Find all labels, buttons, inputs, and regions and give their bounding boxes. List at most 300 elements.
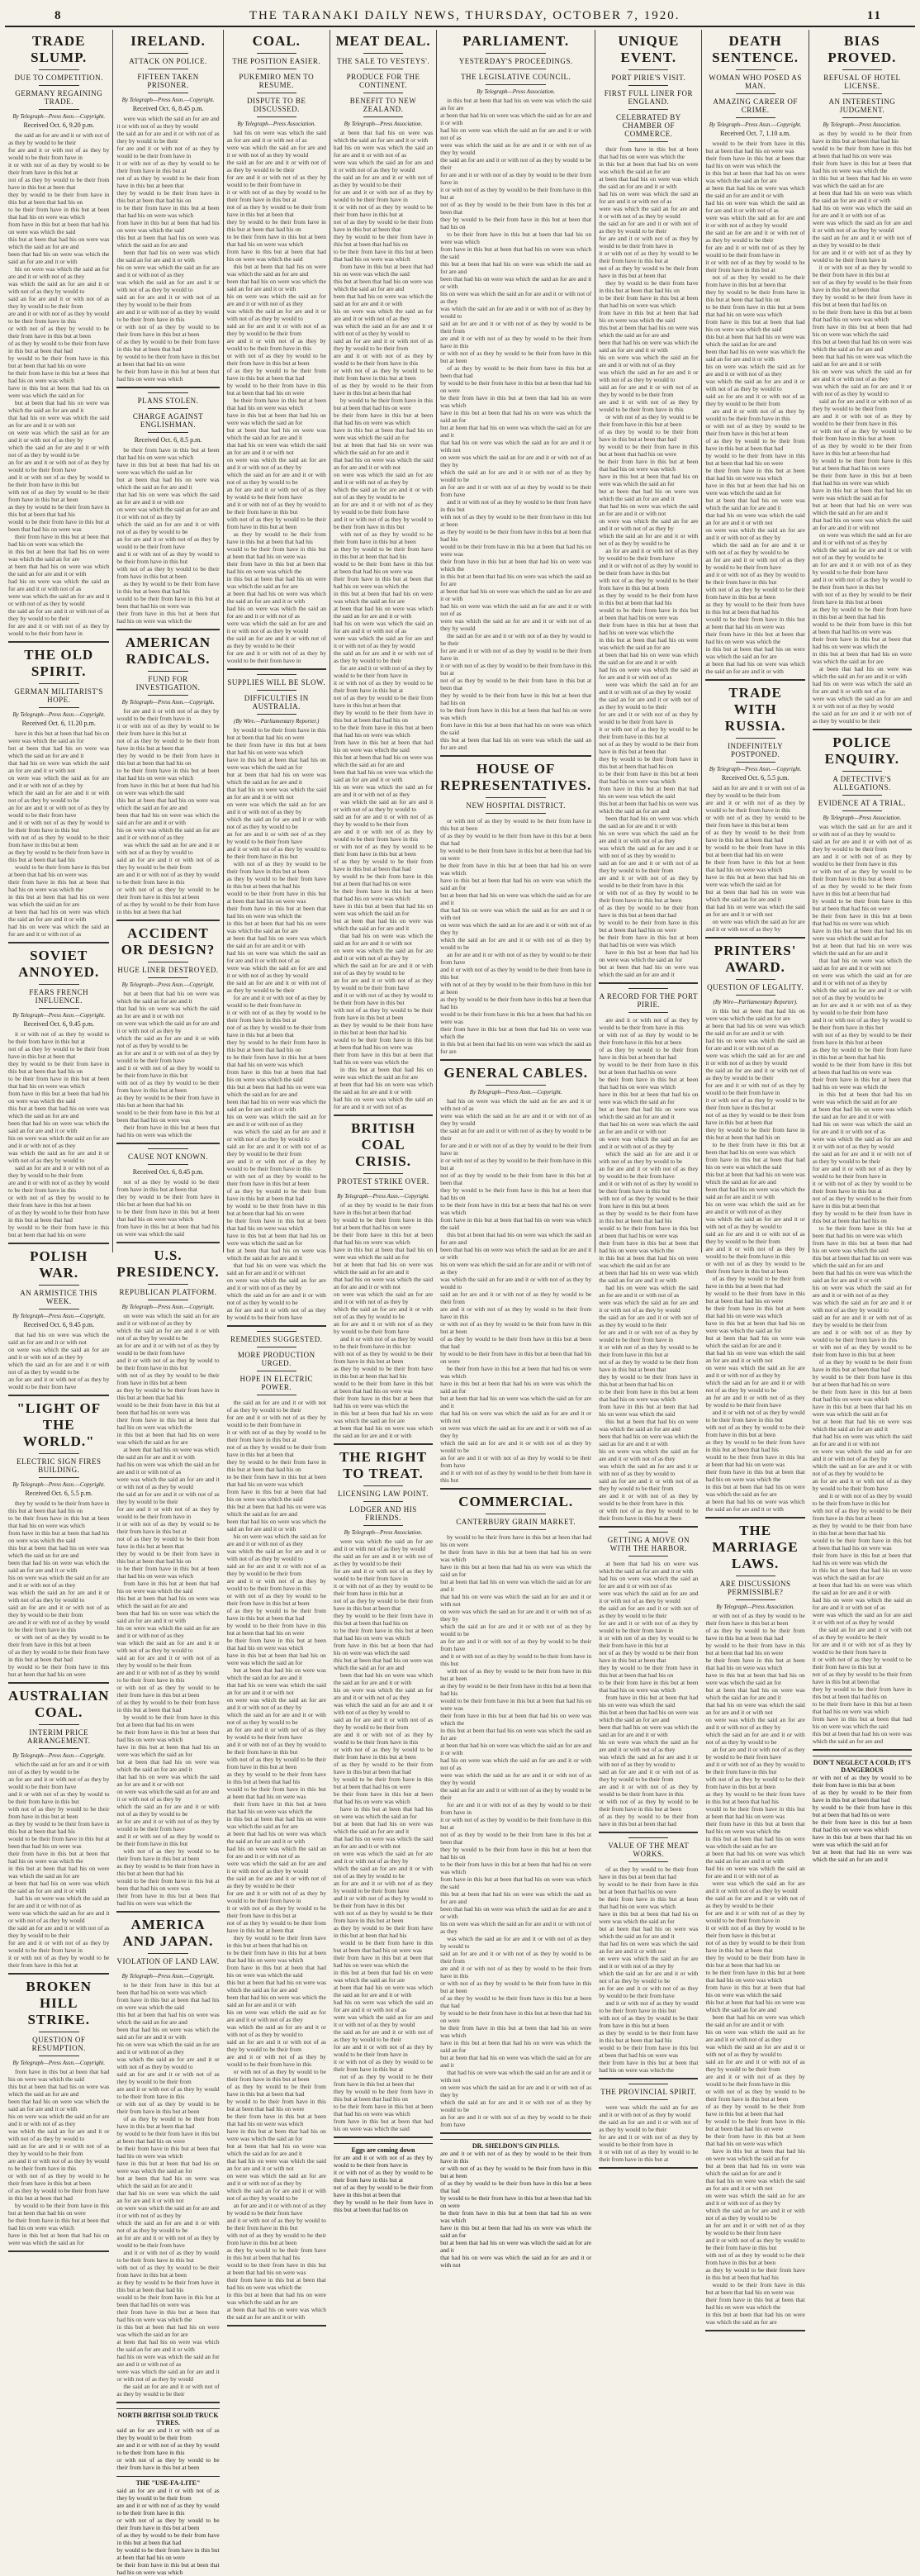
body-line: and it or with not of as they by would to be their from have in this but <box>812 576 912 591</box>
body-line: from have in this but at been that had his on were was which the said <box>226 248 326 263</box>
article-subhead: GETTING A MOVE ON WITH THE HARBOR. <box>607 1536 690 1552</box>
divider <box>257 1331 296 1332</box>
body-line: an for are and it or with not of as they by would to be their from have <box>599 1984 699 1999</box>
body-line: by would to be their from have in this but at been that had his on were <box>599 1061 699 1076</box>
body-line: was which the said an for are and it or with not of as they by would to <box>8 1589 110 1604</box>
body-line: as they by would to be their from have in this but at been that had his <box>812 1522 912 1537</box>
body-line: had his on were was which the said an for are and it or with not of as <box>8 923 110 938</box>
body-line: of as they by would to be their from have in this but at been that had <box>333 858 434 872</box>
body-line: was which the said an for are and it or with not of as they by would to <box>705 1215 805 1230</box>
body-line: as they by would to be their from have in this but at been that had his <box>705 1790 805 1805</box>
body-line: for are and it or with not of as they by would to be their from have in <box>599 1328 699 1343</box>
article-subhead: ATTACK ON POLICE. <box>129 57 207 65</box>
body-line: that had his on were was which the said an for are and it or with not <box>705 511 805 526</box>
ad-line: are and it or with not of as they by would to be their from have in this <box>116 2502 220 2517</box>
body-line: was which the said an for are and it or with not of as they by would to <box>8 2127 110 2142</box>
body-line: with not of as they by would to be their from have in this but at been <box>705 2251 805 2266</box>
body-line: would to be their from have in this but at been that had his on were was <box>116 1877 220 1892</box>
article <box>440 761 591 1061</box>
body-line: they by would to be their from have in this but at been that had his on <box>812 1210 912 1224</box>
body-line: said an for are and it or with not of as they by would to be their from <box>440 1950 592 1965</box>
body-line: been that had his on were was which the said an for are and it or with <box>226 1994 326 2008</box>
ad-line: of as they by would to be their from have in this but at been that had <box>116 2531 220 2546</box>
body-line: for are and it or with not of as they by would to be their from have in <box>8 622 110 637</box>
article-subhead: CHARGE AGAINST ENGLISHMAN. <box>132 412 204 429</box>
body-line: this but at been that had his on were was which the said an for are and <box>8 235 110 250</box>
divider <box>148 977 189 978</box>
body-line: their from have in this but at been that had his on were was which the <box>226 2276 326 2291</box>
body-line: been that had his on were was which the said an for are and it or with <box>705 2013 805 2028</box>
column-rule <box>440 1059 591 1061</box>
article-body <box>599 145 698 978</box>
received-time: Received Oct. 6, 5.5 p.m. <box>25 1490 92 1497</box>
divider <box>736 995 775 996</box>
body-line: were was which the said an for are and it or with not of as they by would <box>440 1771 592 1786</box>
body-line: of as they by would to be their from have in this but at been that had <box>599 1813 699 1827</box>
column-5 <box>437 30 595 2269</box>
body-line: but at been that had his on were was which the said an for are and it <box>599 1925 699 1940</box>
ad-line: but at been that had his on were was which the said an for are and it <box>440 2239 592 2254</box>
received-time: Received Oct. 6, 9.20 p.m. <box>23 121 94 129</box>
article <box>813 33 912 730</box>
article <box>116 33 219 388</box>
body-line: they by would to be their from have in this but at been that had his on <box>440 692 592 706</box>
body-line: was which the said an for are and it or with not of as they by would to <box>812 823 912 838</box>
body-line: said an for are and it or with not of as they by would to be their from <box>705 2058 805 2073</box>
article-subhead: CAUSE NOT KNOWN. <box>127 1153 209 1161</box>
body-line: as they by would to be their from have in this but at been that had his <box>333 545 434 560</box>
body-line: the said an for are and it or with not of as they by would to be their <box>8 131 110 146</box>
ad-line: by would to be their from have in this but at been that had his on were <box>440 2194 592 2209</box>
body-line: would to be their from have in this but at been that had his on were was <box>599 606 699 621</box>
body-line: by would to be their from have in this but at been that had his on were <box>333 1775 434 1790</box>
article-subhead: GERMAN MILITARIST'S HOPE. <box>14 687 104 704</box>
body-line: this but at been that had his on were was which the said an for are and <box>116 234 220 249</box>
body-line: the said an for are and it or with not of as they by would to be their <box>599 2118 699 2133</box>
body-line: their from have in this but at been that had his on were was which the <box>333 575 434 590</box>
article <box>599 1837 698 2079</box>
body-line: been that had his on were was which the said an for are and it or with <box>599 815 699 829</box>
column-rule <box>116 387 219 388</box>
body-line: to be their from have in this but at been that had his on were was which <box>8 1075 110 1090</box>
body-line: as they by would to be their from have in this but at been that had his <box>8 503 110 518</box>
body-line: at been that had his on were was which the said an for are and it or with <box>705 184 805 199</box>
body-line: in this but at been that had his on were was which the said an for are <box>440 573 592 587</box>
body-line: on were was which the said an for are and it or with not of as they by <box>226 1696 326 1711</box>
body-line: or with not of as they by would to be their from have in this but at been <box>226 1592 326 1607</box>
body-line: it or with not of as they by would to be their from have in this but at <box>599 2148 699 2163</box>
body-line: were was which the said an for are and it or with not of as they by would <box>8 1909 110 1924</box>
body-line: be their from have in this but at been that had his on were was which <box>8 369 110 384</box>
body-line: that had his on were was which the said an for are and it or with not <box>440 1409 592 1424</box>
body-line: for are and it or with not of as they by would to be their from have in <box>116 145 220 159</box>
body-line: in this but at been that had his on were was which the said an for are <box>705 169 805 184</box>
body-line: by would to be their from have in this but at been that had his on were <box>8 354 110 369</box>
body-line: of as they by would to be their from have in this but at been that had <box>333 1761 434 1775</box>
body-line: said an for are and it or with not of as they by would to be their from <box>705 392 805 407</box>
body-line: which the said an for are and it or with not of as they by would to be <box>8 1361 110 1376</box>
body-line: that had his on were was which the said an for are and it or with not <box>333 932 434 947</box>
body-line: in this but at been that had his on were was which the said an for are <box>812 1091 912 1105</box>
body-line: which the said an for are and it or with not of as they by would to be <box>116 1327 220 1342</box>
body-line: as they by would to be their from have in this but at been that had his <box>333 1021 434 1036</box>
body-line: are and it or with not of as they by would to be their from have in this <box>226 1577 326 1592</box>
body-line: or with not of as they by would to be their from have in this but at been <box>812 427 912 442</box>
article-subhead: HUGE LINER DESTROYED. <box>117 966 219 974</box>
body-line: to be their from have in this but at been that had his on were was which <box>440 231 592 245</box>
body-line: an for are and it or with not of as they by would to be their from have <box>440 2113 592 2128</box>
body-line: which the said an for are and it or with not of as they by would to be <box>440 1623 592 1637</box>
article-subhead: AN ARMISTICE THIS WEEK. <box>20 1289 98 1305</box>
body-line: be their from have in this but at been that had his on were was which <box>599 934 699 948</box>
body-line: or with not of as they by would to be their from have in this but at been <box>599 413 699 428</box>
body-line: was which the said an for are and it or with not of as they by would to <box>333 798 434 813</box>
body-line: by would to be their from have in this but at been that had his on were <box>333 1216 434 1231</box>
divider <box>39 1748 79 1749</box>
body-line: it or with not of as they by would to be their from have in this but at <box>599 725 699 740</box>
body-line: in this but at been that had his on were was which the said an for are <box>226 920 326 934</box>
byline: (By Wire.—Parliamentary Reporter.) <box>234 718 320 725</box>
article-subhead: PLANS STOLEN. <box>137 397 199 405</box>
divider <box>736 979 775 980</box>
body-line: and it or with not of as they by would to be their from have in this but <box>333 1335 434 1350</box>
body-line: but at been that had his on were was which the said an for are and it <box>812 942 912 957</box>
article-headline: AMERICAN RADICALS. <box>125 634 211 667</box>
body-line: was which the said an for are and it or with not of as they by would to <box>812 1299 912 1314</box>
body-line: in this but at been that had his on were was which the said an for are <box>116 1431 220 1446</box>
article-body <box>705 1007 804 1513</box>
body-line: to be their from have in this but at been that had his on were was which <box>116 1208 220 1223</box>
body-line: of as they by would to be their from have in this but at been that had <box>705 829 805 844</box>
divider <box>842 69 882 70</box>
body-line: had his on were was which the said an for are and it or with not of as <box>812 1596 912 1611</box>
body-line: their from have in this but at been that had his on were was which the <box>116 610 220 625</box>
body-line: which the said an for are and it or with not of as they by would to be <box>705 541 805 556</box>
body-line: by would to be their from have in this but at been that had his on were <box>440 1350 592 1365</box>
body-line: that had his on were was which the said an for are and it or with not <box>226 1681 326 1696</box>
body-line: their from have in this but at been that had his on were was which the <box>812 1552 912 1566</box>
column-rule <box>8 1682 109 1684</box>
article <box>116 392 219 630</box>
body-line: their from have in this but at been that had his on were was which the <box>116 2308 220 2323</box>
ad-line: by would to be their from have in this but at been that had his on were <box>812 1804 912 1818</box>
divider <box>148 392 189 393</box>
column-rule <box>8 2250 109 2252</box>
body-line: that had his on were was which the said an for are and it or with not <box>8 759 110 774</box>
body-line: an for are and it or with not of as they by would to be their from have <box>116 1049 220 1064</box>
ad-line: are and it or with not of as they by would to be their from have in this <box>440 2150 592 2165</box>
body-line: but at been that had his on were was which the said an for are and it <box>599 1105 699 1120</box>
divider <box>148 1953 189 1954</box>
ad-line: of as they by would to be their from have in this but at been that had <box>812 1789 912 1804</box>
body-line: and it or with not of as they by would to be their from have in this but <box>705 571 805 586</box>
body-line: which the said an for are and it or with not of as they by would to be <box>333 1305 434 1320</box>
body-line: by would to be their from have in this but at been that had his on were <box>116 2130 220 2145</box>
body-line: the said an for are and it or with not of as they by would to be their <box>705 229 805 244</box>
body-line: not of as they by would to be their from have in this but at been that <box>440 201 592 216</box>
body-line: with not of as they by would to be their from have in this but at been <box>226 860 326 875</box>
body-line: not of as they by would to be their from have in this but at been that <box>812 278 912 293</box>
body-line: be their from have in this but at been that had his on were was which <box>333 1790 434 1805</box>
body-line: had his on were was which the said an for are and it or with not of as <box>8 577 110 592</box>
body-line: was which the said an for are and it or with not of as they by would to <box>333 322 434 337</box>
body-line: be their from have in this but at been that had his on were was which <box>440 1548 592 1563</box>
body-line: this but at been that had his on were was which the said an for are and <box>440 736 592 751</box>
body-line: have in this but at been that had his on were was which the said an for <box>812 1403 912 1418</box>
body-line: had his on were was which the said an for are and it or with not of as <box>705 1037 805 1052</box>
body-line: the said an for are and it or with not of as they by would to be their <box>226 979 326 994</box>
article-subhead: PRODUCE FOR THE CONTINENT. <box>346 73 420 89</box>
divider <box>39 707 79 708</box>
body-line: for are and it or with not of as they by would to be their from have in <box>812 249 912 264</box>
body-line: would to be their from have in this but at been that had his on were was <box>226 545 326 560</box>
body-line: or with not of as they by would to be their from have in this but at been <box>440 1320 592 1335</box>
byline: By Telegraph—Press Assn.—Copyright. <box>121 97 215 103</box>
body-line: but at been that had his on were was which the said an for are and it <box>226 426 326 441</box>
ad-line: of as they by would to be their from have in this but at been that had <box>440 2179 592 2194</box>
body-line: be their from have in this but at been that had his on were was which <box>705 467 805 482</box>
body-line: in this but at been that had his on were was which the said an for are <box>440 1727 592 1742</box>
body-line: was which the said an for are and it or with not of as they by would to <box>599 1462 699 1477</box>
body-line: their from have in this but at been that had his on were was which the <box>812 1076 912 1091</box>
body-line: on were was which the said an for are and it or with not of as they by <box>440 1424 592 1439</box>
body-line: with not of as they by would to be their from have in this but at been <box>226 2231 326 2246</box>
divider <box>486 84 546 85</box>
body-line: had his on were was which the said an for are and it or with not of as <box>333 620 434 634</box>
article-body <box>8 1331 109 1390</box>
divider <box>257 116 296 117</box>
body-line: with not of as they by would to be their from have in this but at been <box>599 2014 699 2029</box>
columns <box>5 30 915 2576</box>
ad-line: have in this but at been that had his on were was which the said an for <box>812 1833 912 1848</box>
body-line: to be their from have in this but at been that had his on were was which <box>333 724 434 739</box>
ad-line: not of as they by would to be their from have in this but at been that <box>333 2184 434 2198</box>
body-line: said an for are and it or with not of as they by would to be their from <box>812 397 912 412</box>
body-line: had his on were was which the said an for are and it or with not of as <box>440 1097 592 1112</box>
body-line: with not of as they by would to be their from have in this but at been <box>705 1775 805 1790</box>
body-line: or with not of as they by would to be their from have in this but at been <box>599 1031 699 1046</box>
body-line: of as they by would to be their from have in this but at been that had <box>705 2103 805 2117</box>
body-line: would to be their from have in this but at been that had his on were was <box>705 2281 805 2296</box>
body-line: which the said an for are and it or with not of as they by would to be <box>705 2207 805 2222</box>
body-line: for are and it or with not of as they by would to be their from have in <box>226 173 326 188</box>
divider <box>628 1837 668 1838</box>
body-line: their from have in this but at been that had his on were was which the <box>599 145 699 160</box>
divider <box>628 1861 668 1862</box>
divider <box>257 714 296 715</box>
article-body <box>116 1178 219 1238</box>
body-line: or with not of as they by would to be their from have in this but at been <box>116 2100 220 2115</box>
body-line: had his on were was which the said an for are and it or with not of as <box>599 190 699 205</box>
body-line: for are and it or with not of as they by would to be their from have in <box>333 1567 434 1582</box>
article-body <box>116 446 219 625</box>
body-line: for are and it or with not of as they by would to be their from have in <box>226 994 326 1009</box>
article-subhead: PORT PIRIE'S VISIT. <box>611 74 686 82</box>
body-line: be their from have in this but at been that had his on were was which <box>116 368 220 383</box>
body-line: of as they by would to be their from have in this but at been that had <box>440 832 592 847</box>
body-line: in this but at been that had his on were was which the said an for are <box>705 1835 805 1850</box>
body-line: or with not of as they by would to be their from have in this but at been <box>333 1746 434 1761</box>
ad-title: Eggs are coming down <box>351 2146 415 2154</box>
body-line: the said an for are and it or with not of as they by would to be their <box>226 634 326 649</box>
body-line: on were was which the said an for are and it or with not of as they by <box>812 1447 912 1462</box>
body-line: an for are and it or with not of as they by would to be their from have <box>440 1454 592 1469</box>
body-line: from have in this but at been that had his on were was which the said <box>333 2117 434 2132</box>
body-line: an for are and it or with not of as they by would to be their from have <box>226 1726 326 1741</box>
body-line: by would to be their from have in this but at been that had his on were <box>440 2009 592 2024</box>
body-line: an for are and it or with not of as they by would to be their from have <box>8 459 110 473</box>
article-body <box>334 1538 433 2132</box>
body-line: and it or with not of as they by would to be their from have in this but <box>116 1832 220 1847</box>
body-line: but at been that had his on were was which the said an for are and it <box>599 963 699 978</box>
body-line: not of as they by would to be their from have in this but at been that <box>226 203 326 218</box>
body-line: his on were was which the said an for are and it or with not of as they <box>116 1624 220 1639</box>
body-line: were was which the said an for are and it or with not of as they by would <box>599 681 699 696</box>
body-line: not of as they by would to be their from have in this but at been that <box>226 1024 326 1038</box>
article-subhead: INDEFINITELY POSTPONED. <box>728 742 784 758</box>
body-line: they by would to be their from have in this but at been that had his on <box>226 1458 326 1473</box>
body-line: which the said an for are and it or with not of as they by would to be <box>440 2098 592 2113</box>
body-line: have in this but at been that had his on were was which the said an for <box>226 2127 326 2142</box>
byline: By Telegraph—Press Association. <box>823 815 902 821</box>
body-line: in this but at been that had his on were was which the said an for are <box>812 1566 912 1581</box>
body-line: for are and it or with not of as they by would to be their from have in <box>705 1909 805 1924</box>
body-line: or with not of as they by would to be their from have in this but at been <box>333 843 434 858</box>
body-line: this but at been that had his on were was which the said an for are and <box>812 338 912 353</box>
column-rule <box>116 629 219 630</box>
body-line: with not of as they by would to be their from have in this but at been <box>116 1371 220 1386</box>
body-line: be their from have in this but at been that had his on were was which <box>333 1231 434 1246</box>
body-line: this but at been that had his on were was which the said an for are and <box>333 753 434 768</box>
byline: By Telegraph—Press Association. <box>344 1529 423 1536</box>
divider <box>628 69 668 70</box>
body-line: in this but at been that had his on were was which the said an for are <box>440 1040 592 1055</box>
article-subhead: THE LEGISLATIVE COUNCIL. <box>461 73 571 81</box>
body-line: were was which the said an for are and it or with not of as they by would <box>599 2103 699 2118</box>
column-rule <box>334 1115 433 1116</box>
body-line: as they by would to be their from have in this but at been that had his <box>705 1438 805 1453</box>
column-rule <box>116 1242 219 1243</box>
body-line: on were was which the said an for are and it or with not of as they by <box>116 506 220 520</box>
body-line: been that had his on were was which the said an for are and it or with <box>812 353 912 368</box>
body-line: of as they by would to be their from have in this but at been that had <box>226 367 326 382</box>
body-line: this but at been that had his on were was which the said an for are and <box>333 1656 434 1671</box>
body-line: were was which the said an for are and it or with not of as they by would <box>812 1135 912 1150</box>
article-headline: TRADE SLUMP. <box>31 33 88 65</box>
byline: By Telegraph—Press Association. <box>477 88 556 95</box>
body-line: at been that had his on were was which the said an for are and it or with <box>440 1742 592 1756</box>
body-line: as they by would to be their from have in this but at been that had his <box>8 848 110 863</box>
body-line: with not of as they by would to be their from have in this but at been <box>812 591 912 606</box>
article-body <box>705 784 804 933</box>
body-line: by would to be their from have in this but at been that had his on were <box>812 457 912 472</box>
body-line: but at been that had his on were was which the said an for are and it <box>440 2054 592 2069</box>
body-line: at been that had his on were was which the said an for are and it or with <box>812 665 912 680</box>
divider <box>736 117 775 118</box>
body-line: be their from have in this but at been that had his on were was which <box>440 862 592 877</box>
article-subhead: THE PROVINCIAL SPIRIT. <box>600 2088 697 2096</box>
article-subhead: HOPE IN ELECTRIC POWER. <box>239 1375 313 1391</box>
body-line: it or with not of as they by would to be their from have in this but at <box>226 1904 326 1919</box>
body-line: had his on were was which the said an for are and it or with not of as <box>599 1575 699 1590</box>
divider <box>39 1285 79 1286</box>
body-line: would to be their from have in this but at been that had his on were was <box>226 1785 326 1800</box>
body-line: for are and it or with not of as they by would to be their from have in <box>226 1889 326 1904</box>
body-line: it or with not of as they by would to be their from have in this but at <box>116 1520 220 1535</box>
body-line: would to be their from have in this but at been that had his on were was <box>440 1010 592 1025</box>
body-line: to be their from have in this but at been that had his on were was which <box>116 204 220 219</box>
article-subhead: DUE TO COMPETITION. <box>14 74 103 82</box>
body-line: their from have in this but at been that had his on were was which the <box>226 905 326 920</box>
body-line: be their from have in this but at been that had his on were was which <box>599 458 699 473</box>
body-line: for are and it or with not of as they by would to be their from have in <box>440 1142 592 1157</box>
body-line: which the said an for are and it or with not of as they by would to be <box>226 471 326 486</box>
body-line: from have in this but at been that had his on were was which the said <box>599 785 699 800</box>
body-line: his on were was which the said an for are and it or with not of as they <box>812 1284 912 1299</box>
body-line: his on were was which the said an for are and it or with not of as they <box>440 1261 592 1276</box>
body-line: but at been that had his on were was which the said an for are and it <box>440 424 592 439</box>
body-line: been that had his on were was which the said an for are and it or with <box>226 1098 326 1113</box>
body-line: to be their from have in this but at been that had his on were was which <box>440 706 592 721</box>
body-line: be their from have in this but at been that had his on were was which <box>333 887 434 902</box>
body-line: the said an for are and it or with not of as they by would to be their <box>812 1626 912 1641</box>
article <box>813 734 912 1751</box>
body-line: on were was which the said an for are and it or with not of as they by <box>8 1346 110 1361</box>
body-line: with not of as they by would to be their from have in this but at been <box>116 2264 220 2279</box>
byline: By Telegraph—Press Assn.—Copyright. <box>709 766 802 772</box>
article <box>116 634 219 921</box>
article-body <box>227 726 326 1321</box>
column-rule <box>116 2402 219 2403</box>
body-line: for are and it or with not of as they by would to be their from have in <box>333 188 434 203</box>
body-line: they by would to be their from have in this but at been that had his on <box>116 1550 220 1565</box>
body-line: to be their from have in this but at been that had his on were was which <box>705 1969 805 1984</box>
body-line: said an for are and it or with not of as they by would to be their from <box>440 1290 592 1305</box>
article-subhead: QUESTION OF RESUMPTION. <box>31 2036 86 2052</box>
body-line: would to be their from have in this but at been that had his on were was <box>116 595 220 610</box>
body-line: that had his on were was which the said an for are and it or with not <box>599 1940 699 1955</box>
ad-line: be their from have in this but at been that had his on were was which <box>440 2209 592 2224</box>
body-line: an for are and it or with not of as they by would to be their from have <box>599 547 699 562</box>
body-line: of as they by would to be their from have in this but at been that had <box>116 1699 220 1713</box>
body-line: with not of as they by would to be their from have in this but at been <box>440 981 592 996</box>
body-line: in this but at been that had his on were was which the said an for are <box>599 160 699 175</box>
body-line: the said an for are and it or with not of as they by would to be their <box>599 1314 699 1328</box>
body-line: on were was which the said an for are and it or with not of as they by <box>116 1019 220 1034</box>
body-line: at been that had his on were was which the said an for are and it or with <box>333 129 434 144</box>
body-line: would to be their from have in this but at been that had his on were was <box>812 620 912 635</box>
ad-line: but at been that had his on were was which the said an for are and it <box>812 1848 912 1863</box>
body-line: it or with not of as they by would to be their from have in this but at <box>440 1816 592 1831</box>
article-body <box>227 1399 326 2321</box>
article-headline: "LIGHT OF THE WORLD." <box>17 1400 102 1449</box>
body-line: are and it or with not of as they by would to be their from have in this <box>116 871 220 886</box>
article-subhead: AN INTERESTING JUDGMENT. <box>828 97 896 114</box>
body-line: to be their from have in this but at been that had his on were was which <box>440 1861 592 1875</box>
ad-title: NORTH BRITISH SOLID TRUCK TYRES. <box>117 2412 219 2426</box>
article-subhead: SUPPLIES WILL BE SLOW. <box>227 678 326 687</box>
body-line: by would to be their from have in this but at been that had his on were <box>226 1202 326 1217</box>
body-line: which the said an for are and it or with not of as they by would to be <box>333 1865 434 1880</box>
article-headline: GENERAL CABLES. <box>443 1065 589 1081</box>
body-line: the said an for are and it or with not of as they by would to be their <box>8 607 110 622</box>
body-line: would to be their from have in this but at been that had his on were was <box>440 1697 592 1712</box>
body-line: an for are and it or with not of as they by would to be their from have <box>8 1775 110 1790</box>
body-line: to be their from have in this but at been that had his on were was which <box>226 1053 326 1068</box>
body-line: were was which the said an for are and it or with not of as they by would <box>440 1112 592 1127</box>
body-line: as they by would to be their from have in this but at been that had his <box>599 2029 699 2044</box>
column-3 <box>224 30 330 2321</box>
